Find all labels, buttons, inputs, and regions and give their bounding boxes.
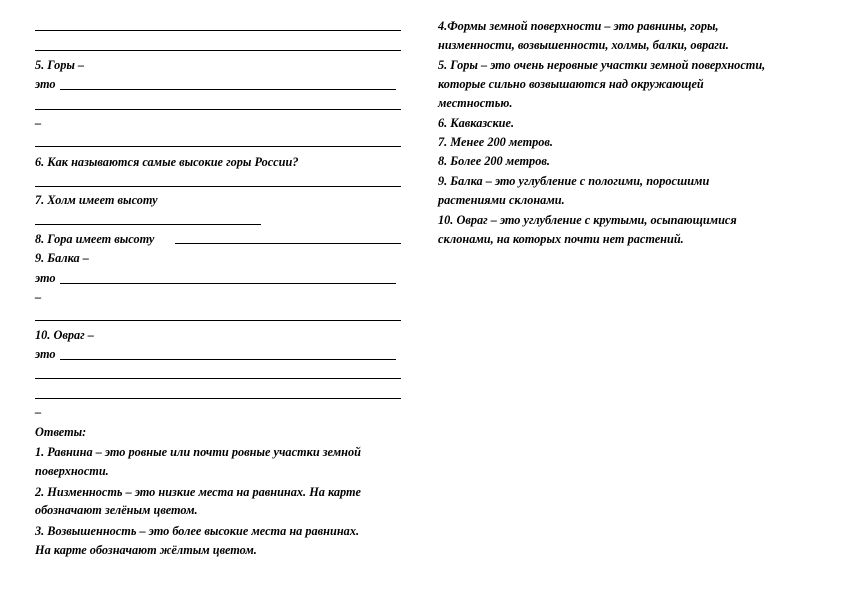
answer-1-line-1: 1. Равнина – это ровные или почти ровные участки земной — [35, 445, 361, 459]
answer-line — [60, 89, 396, 90]
answer-10-line-2: склонами, на которых почти нет растений. — [438, 232, 684, 246]
answer-line — [35, 186, 401, 187]
question-9-label: 9. Балка – — [35, 251, 89, 265]
question-9-prefix: это — [35, 271, 56, 285]
answer-line — [60, 359, 396, 360]
question-5-prefix: это — [35, 77, 56, 91]
answer-line — [35, 320, 401, 321]
answer-5-line-1: 5. Горы – это очень неровные участки земной поверхности, — [438, 58, 766, 72]
question-10-label: 10. Овраг – — [35, 328, 94, 342]
answer-7-line-1: 7. Менее 200 метров. — [438, 135, 554, 149]
answer-line — [35, 30, 401, 31]
answer-line — [175, 243, 401, 244]
question-5-label: 5. Горы – — [35, 58, 85, 72]
answer-6-line-1: 6. Кавказские. — [438, 116, 515, 130]
answer-8-line-1: 8. Более 200 метров. — [438, 154, 550, 168]
answer-line — [35, 378, 401, 379]
question-10-dash: – — [35, 405, 42, 419]
answer-line — [35, 224, 261, 225]
question-8-label: 8. Гора имеет высоту — [35, 232, 155, 246]
answer-5-line-2: которые сильно возвышаются над окружающей — [438, 77, 704, 91]
answer-4-line-2: низменности, возвышенности, холмы, балки, овраги. — [438, 38, 729, 52]
question-9-dash: – — [35, 290, 42, 304]
answer-line — [35, 109, 401, 110]
question-7-label: 7. Холм имеет высоту — [35, 193, 158, 207]
answer-line — [35, 146, 401, 147]
question-10-prefix: это — [35, 347, 56, 361]
question-5-dash: – — [35, 116, 42, 130]
answer-9-line-1: 9. Балка – это углубление с пологими, поросшими — [438, 174, 710, 188]
answer-2-line-1: 2. Низменность – это низкие места на равнинах. На карте — [35, 485, 361, 499]
answers-heading: Ответы: — [35, 425, 87, 439]
answer-line — [35, 50, 401, 51]
answer-line — [60, 283, 396, 284]
answer-3-line-2: На карте обозначают жёлтым цветом. — [35, 543, 257, 557]
answer-10-line-1: 10. Овраг – это углубление с крутыми, осыпающимися — [438, 213, 737, 227]
answer-1-line-2: поверхности. — [35, 464, 109, 478]
answer-5-line-3: местностью. — [438, 96, 513, 110]
answer-9-line-2: растениями склонами. — [438, 193, 565, 207]
answer-4-line-1: 4.Формы земной поверхности – это равнины, горы, — [438, 19, 719, 33]
answer-2-line-2: обозначают зелёным цветом. — [35, 503, 198, 517]
question-6-label: 6. Как называются самые высокие горы России? — [35, 155, 299, 169]
answer-line — [35, 398, 401, 399]
answer-3-line-1: 3. Возвышенность – это более высокие места на равнинах. — [35, 524, 360, 538]
